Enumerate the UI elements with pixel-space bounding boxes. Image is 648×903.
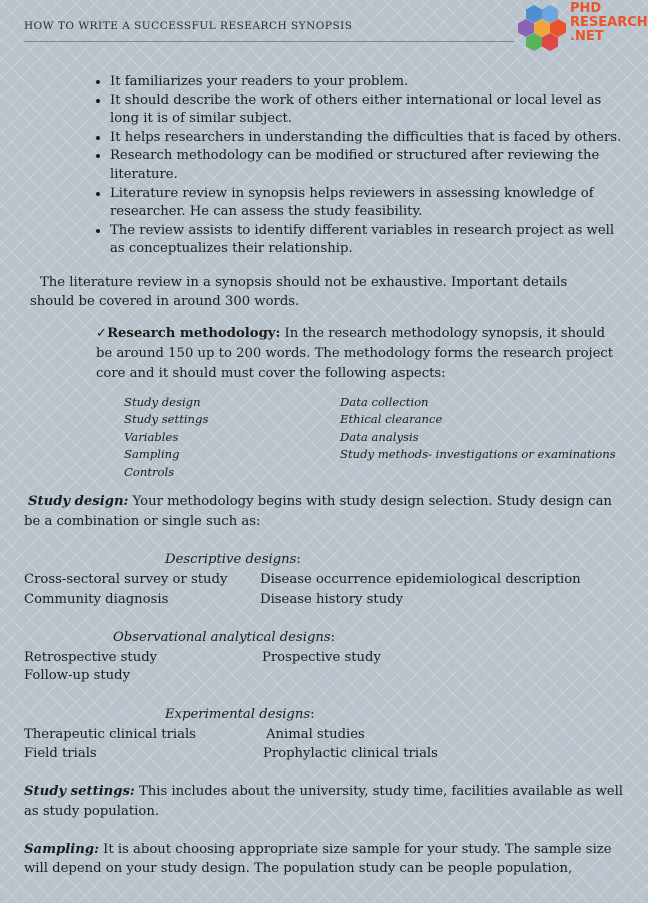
aspect-left-item: Variables — [124, 430, 179, 444]
list-item: • It familiarizes your readers to your problem. — [110, 73, 622, 92]
aspect-right-item: Data collection — [340, 395, 429, 409]
methodology-line-2: be around 150 up to 200 words. The methodology forms the research project — [96, 346, 614, 361]
colon: : — [310, 707, 315, 722]
experimental-title-text: Experimental designs — [165, 707, 311, 722]
list-item: • Literature review in synopsis helps reviewers in assessing knowledge of researcher. He can assess the study feasibility. — [110, 185, 622, 222]
colon: : — [330, 630, 336, 645]
sampling-line-1 — [24, 842, 612, 857]
study-design-line-2: be a combination or single such as: — [24, 514, 261, 529]
descriptive-left-item: Community diagnosis — [24, 592, 169, 607]
hexagon-logo-icon — [520, 2, 566, 48]
study-settings-heading: Study settings: — [24, 784, 135, 799]
observational-title-text: Observational analytical designs — [113, 630, 331, 645]
observational-right-item: Prospective study — [262, 650, 381, 665]
observational-left-item: Follow-up study — [24, 668, 131, 683]
study-settings-line-2: as study population. — [24, 804, 160, 819]
experimental-left-item: Therapeutic clinical trials — [24, 727, 196, 742]
logo-wordmark — [570, 2, 648, 44]
aspect-right-item: Ethical clearance — [340, 412, 443, 426]
aspect-left-item: Controls — [124, 465, 175, 479]
sampling-heading: Sampling: — [24, 842, 99, 857]
document-header-title: HOW TO WRITE A SUCCESSFUL RESEARCH SYNOPSIS — [24, 20, 353, 32]
check-icon: ✓ — [96, 326, 108, 341]
study-design-heading: Study design: — [28, 494, 129, 509]
experimental-right-item: Animal studies — [266, 727, 365, 742]
experimental-right-item: Prophylactic clinical trials — [263, 746, 438, 761]
logo-line-1: PHD — [570, 1, 602, 16]
colon: : — [296, 552, 301, 567]
sampling-text: It is about choosing appropriate size sample for your study. The sample size — [98, 842, 612, 857]
study-settings-line-1 — [24, 784, 623, 799]
list-item: • It should describe the work of others either international or local level as long it is of similar subject. — [110, 92, 622, 129]
aspect-left-item: Study design — [124, 395, 201, 409]
descriptive-designs-title — [165, 552, 301, 567]
literature-note-line-1: The literature review in a synopsis should not be exhaustive. Important details — [40, 275, 568, 290]
descriptive-right-item: Disease history study — [260, 592, 404, 607]
methodology-heading: Research methodology: — [107, 326, 281, 341]
descriptive-left-item: Cross-sectoral survey or study — [24, 572, 228, 587]
header-divider — [24, 41, 514, 42]
literature-note-line-2: should be covered in around 300 words. — [30, 294, 300, 309]
methodology-text: In the research methodology synopsis, it should — [280, 326, 606, 341]
experimental-designs-title — [165, 707, 315, 722]
study-design-line-1 — [28, 494, 612, 509]
logo-line-2: RESEARCH — [570, 15, 648, 30]
aspect-right-item: Study methods- investigations or examinations — [340, 447, 616, 461]
methodology-line-1 — [96, 326, 605, 341]
descriptive-title-text: Descriptive designs — [165, 552, 297, 567]
list-item: • Research methodology can be modified or structured after reviewing the literature. — [110, 147, 622, 184]
methodology-line-3: core and it should must cover the following aspects: — [96, 366, 446, 381]
study-settings-text: This includes about the university, study time, facilities available as well — [134, 784, 624, 799]
aspect-right-item: Data analysis — [340, 430, 419, 444]
observational-designs-title — [113, 630, 335, 645]
study-design-text: Your methodology begins with study design selection. Study design can — [128, 494, 612, 509]
literature-benefits-list — [92, 73, 622, 259]
aspect-left-item: Study settings — [124, 412, 209, 426]
experimental-left-item: Field trials — [24, 746, 97, 761]
sampling-line-2: will depend on your study design. The population study can be people population, — [24, 861, 573, 876]
list-item: • The review assists to identify different variables in research project as well as conceptualizes their relationship. — [110, 222, 622, 259]
observational-left-item: Retrospective study — [24, 650, 158, 665]
logo-line-3: .NET — [570, 29, 604, 44]
site-logo — [520, 1, 648, 48]
aspect-left-item: Sampling — [124, 447, 180, 461]
descriptive-right-item: Disease occurrence epidemiological description — [260, 572, 581, 587]
list-item: • It helps researchers in understanding the difficulties that is faced by others. — [110, 129, 622, 148]
